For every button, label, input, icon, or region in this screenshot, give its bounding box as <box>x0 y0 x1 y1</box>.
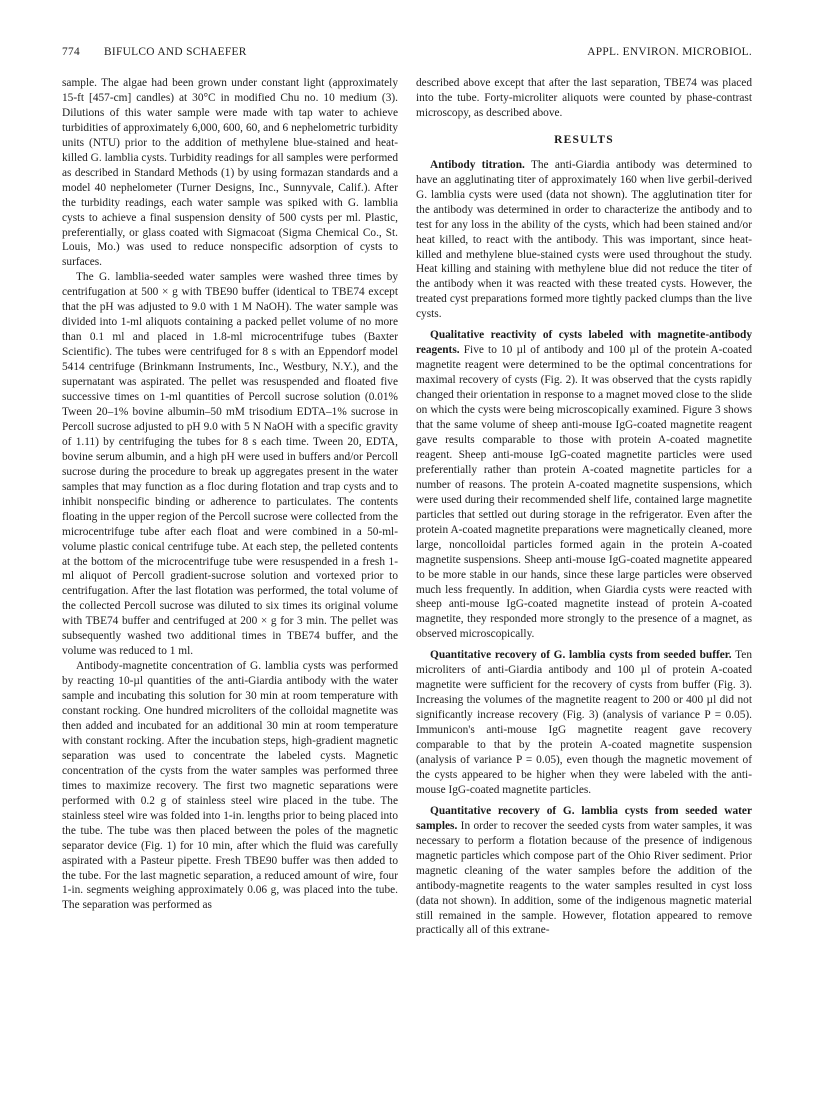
results-qualitative-reactivity <box>416 328 752 642</box>
results-heading: RESULTS <box>554 133 614 146</box>
running-head <box>62 46 752 62</box>
qualitative-reactivity-text: Five to 10 µl of antibody and 100 µl of the protein A-coated magnetite reagent were determined to be the optimal concentrations for maximal recovery of cysts (Fig. 2). It was observed that the cysts rapidly changed their orientation in response to a magnet moved close to the slide on which the cysts were being microscopically examined. Figure 3 shows that the same volume of sheep anti-mouse IgG-coated magnetite reagent gave results comparable to those with protein A-coated magnetite reagent. Sheep anti-mouse IgG-coated magnetite particles were used preferentially rather than protein A-coated magnetite particles for a number of reasons. The protein A-coated magnetite suspensions, which were used during their recommended shelf life, contained large magnetite particles that settled out during storage in the refrigerator. Even after the protein A-coated magnetite preparations were magnetically cleaned, more large, noncolloidal particles formed again in the protein A-coated magnetite suspensions. Sheep anti-mouse IgG-coated magnetite appeared to be more stable in our hands, since these large particles were observed much less frequently. In addition, when Giardia cysts were reacted with sheep anti-mouse IgG-coated magnetite instead of protein A-coated magnetite, they responded more strongly to the presence of a magnet, as observed microscopically. <box>416 344 752 641</box>
left-column <box>62 76 398 938</box>
recovery-water-text: In order to recover the seeded cysts from water samples, it was necessary to perform a flotation because of the presence of indigenous magnetic particles which compose part of the Ohio River sediment. Prior magnetic cleaning of the water samples before the addition of the antibody-magnetite reagents to the water samples resulted in cyst loss (data not shown). In addition, some of the indigenous magnetic material still remained in the sample. However, flotation appeared to remove practically all of this extrane- <box>416 819 752 937</box>
methods-paragraph-continued: sample. The algae had been grown under constant light (approximately 15-ft [457-cm] candles) at 30°C in modified Chu no. 10 medium (3). Dilutions of this water sample were made with tap water to achieve turbidities of approximately 6,000, 600, 60, and 6 nephelometric turbidity units (NTU) prior to the addition of methylene blue-stained and heat-killed G. lamblia cysts. Turbidity readings for all samples were performed as described in Standard Methods (1) by using formazan standards and a model 40 nephelometer (Turner Designs, Inc., Sunnyvale, Calif.). After the turbidity readings, each water sample was spiked with G. lamblia cysts to achieve a final suspension density of 500 cysts per ml. Plastic, preferentially, or glass coated with Sigmacoat (Sigma Chemical Co., St. Louis, Mo.) was used to reduce nonspecific adsorption of cysts to surfaces. <box>62 77 398 269</box>
running-head-authors: BIFULCO AND SCHAEFER <box>104 46 247 58</box>
recovery-buffer-subheading: Quantitative recovery of G. lamblia cysts from seeded buffer. <box>430 649 732 662</box>
antibody-titration-subheading: Antibody titration. <box>430 158 525 171</box>
methods-paragraph-magnetite-concentration: Antibody-magnetite concentration of G. lamblia cysts was performed by reacting 10-µl quantities of the anti-Giardia antibody with the water sample and incubating this solution for 30 min at room temperature with constant rocking. One hundred microliters of the colloidal magnetite was then added and incubated for an additional 30 min at room temperature with constant rocking. After the incubation steps, high-gradient magnetic separation was used to concentrate the labeled cysts. Magnetic concentration of the cysts from the water samples was performed three times to maximize recovery. The first two magnetic separations were performed with 0.2 g of stainless steel wire placed in the tube. The stainless steel wire was folded into 1-in. lengths prior to being placed into the tube. The tube was then placed between the poles of the magnetic separator device (Fig. 1) for 10 min, after which the fluid was carefully aspirated with a Pasteur pipette. Fresh TBE90 buffer was then added to the tube. For the last magnetic separation, a reduced amount of wire, four 1-in. segments weighing approximately 0.06 g, was placed into the tube. The separation was performed as <box>62 660 398 912</box>
running-head-journal: APPL. ENVIRON. MICROBIOL. <box>587 46 752 58</box>
qualitative-reactivity-subheading: Qualitative reactivity of cysts labeled with magnetite-antibody reagents. <box>416 329 752 357</box>
recovery-water-subheading: Quantitative recovery of G. lamblia cysts from seeded water samples. <box>416 804 752 832</box>
methods-paragraph-end: described above except that after the last separation, TBE74 was placed into the tube. Forty-microliter aliquots were counted by phase-contrast microscopy, as described above. <box>416 77 752 119</box>
recovery-buffer-text: Ten microliters of anti-Giardia antibody and 100 µl of protein A-coated magnetite were sufficient for the recovery of cysts from buffer (Fig. 3). Increasing the volumes of the magnetite reagent to 200 or 400 µl did not significantly increase recovery (Fig. 3) (analysis of variance P = 0.05). Immunicon's anti-mouse IgG magnetite reagent gave recovery comparable to that by the protein A-coated magnetite suspension (analysis of variance P = 0.05), even though the magnetic movement of the cysts appeared to be higher when they were labeled with the anti-mouse IgG-coated magnetite particles. <box>416 649 752 796</box>
page-number: 774 <box>62 46 80 58</box>
results-antibody-titration <box>416 158 752 322</box>
methods-paragraph-flotation: The G. lamblia-seeded water samples were washed three times by centrifugation at 500 × g with TBE90 buffer (identical to TBE74 except that the pH was adjusted to 9.0 with 1 M NaOH). The water sample was divided into 1-ml aliquots containing a packed pellet volume of no more than 0.1 ml and placed in 1.8-ml microcentrifuge tubes (Baxter Scientific). The tubes were centrifuged for 8 s with an Eppendorf model 5414 centrifuge (Brinkmann Instruments, Inc., Westbury, N.Y.), and the supernatant was aspirated. The pellet was resuspended and floated five successive times on 1-ml quantities of Percoll sucrose solution (0.01% Tween 20–1% bovine albumin–50 mM trisodium EDTA–1% sucrose in Percoll sucrose adjusted to pH 9.0 with 5 N NaOH with a specific gravity of 1.11) by centrifuging the tubes for 8 s each time. Tween 20, EDTA, bovine serum albumin, and a high pH were used in buffers and/or Percoll sucrose during the procedure to break up aggregates present in the water samples that may function as a floc during flotation and trap cysts and to inhibit nonspecific binding or adherence to particulates. The contents floating in the upper region of the Percoll sucrose were collected from the microcentrifuge tube after each float and were combined in a 50-ml-volume plastic conical centrifuge tube. At each step, the pelleted contents at the bottom of the microcentrifuge tube were resuspended in a fresh 1-ml aliquot of Percoll gradient-sucrose solution and vortexed prior to centrifugation. After the last flotation was performed, the total volume of the collected Percoll sucrose was diluted to six times its original volume with TBE74 buffer and centrifuged at 200 × g for 3 min. The pellet was subsequently washed two additional times in TBE74 buffer, and the volume was reduced to 1 ml. <box>62 271 398 658</box>
right-column <box>416 76 752 938</box>
results-recovery-buffer <box>416 648 752 798</box>
antibody-titration-text: The anti-Giardia antibody was determined to have an agglutinating titer of approximately 160 when live gerbil-derived G. lamblia cysts were used (data not shown). The agglutination titer for the antibody was determined in order to characterize the antibody and to test for any loss in the ability of the cysts, which had been stained and/or heat killed, to react with the antibody. This was important, since heat-killed and methylene blue-stained cysts were used throughout the study. Heat killing and staining with methylene blue did not reduce the titer of the antibody when it was reacted with these treated cysts. However, the treated cyst preparations formed more tightly packed clumps than the live cysts. <box>416 158 752 321</box>
results-recovery-water <box>416 804 752 939</box>
two-column-body <box>62 76 752 938</box>
